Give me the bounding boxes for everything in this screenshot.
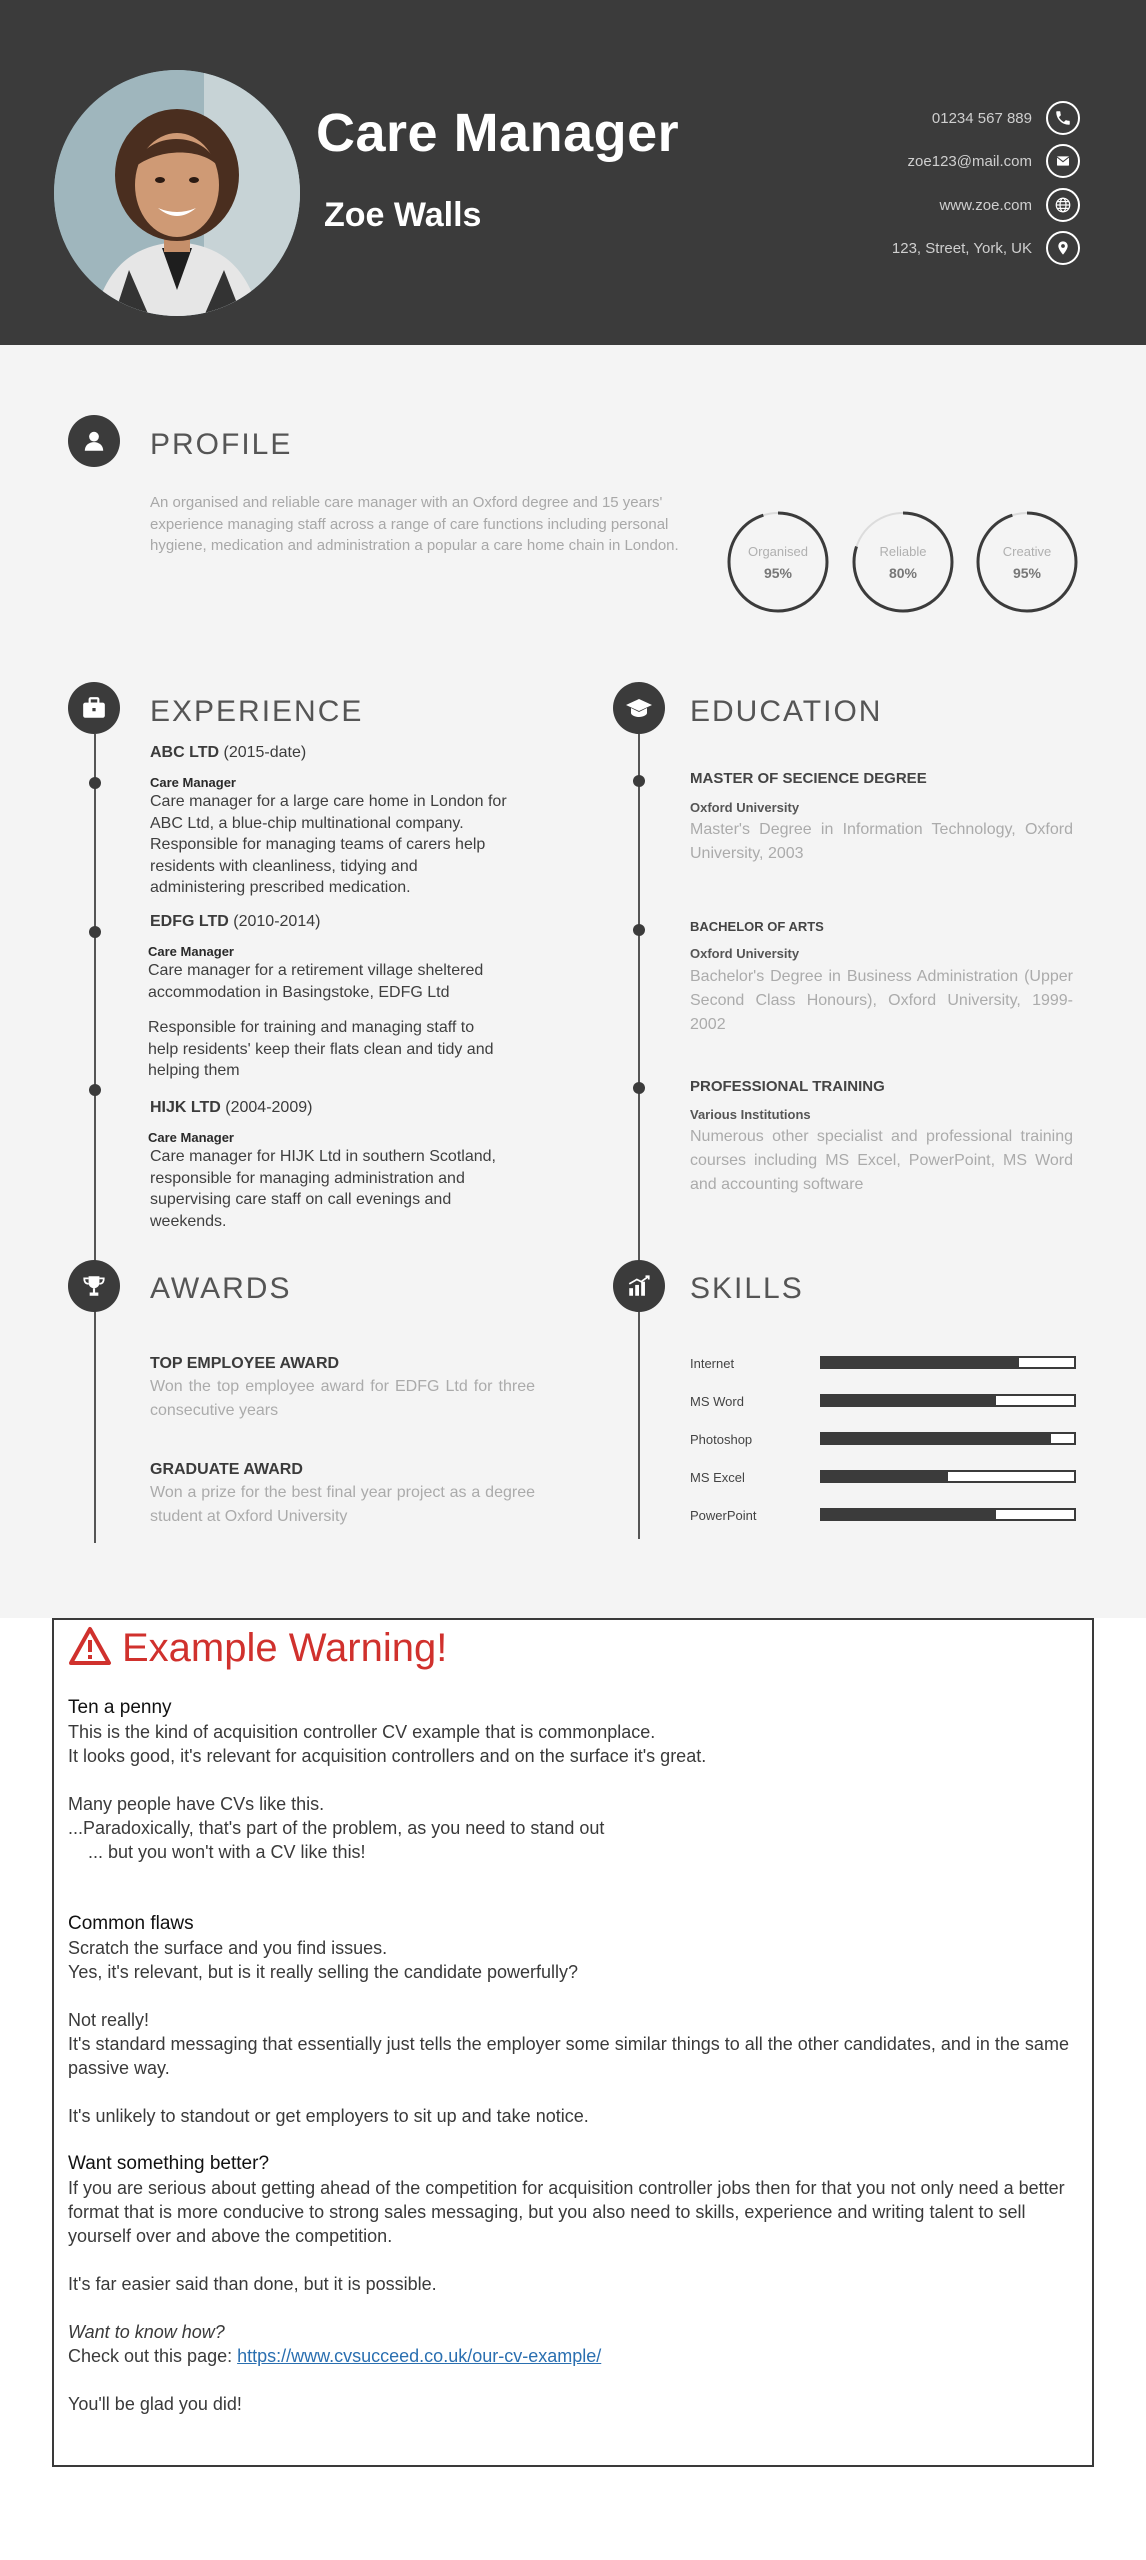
warning-triangle-icon <box>68 1626 112 1671</box>
warning-text: Check out this page: <box>68 2346 238 2366</box>
education-timeline <box>638 734 640 1539</box>
warning-text: Yes, it's relevant, but is it really selling the candidate powerfully? <box>68 1962 579 1982</box>
trait-value: 95% <box>763 565 793 581</box>
education-heading: EDUCATION <box>690 695 883 728</box>
skill-bar-photoshop <box>820 1432 1076 1445</box>
skill-bar-internet <box>820 1356 1076 1369</box>
profile-summary: An organised and reliable care manager with an Oxford degree and 15 years' experience managing staff across a range of care functions including personal hygiene, medication and administration a popular a care home chain in London. <box>150 494 679 554</box>
education-org: Oxford University <box>690 946 800 961</box>
candidate-name: Zoe Walls <box>324 196 482 234</box>
trait-ring-organised <box>726 510 830 614</box>
skill-fill <box>822 1358 1019 1367</box>
job-role: Care Manager <box>148 944 234 959</box>
warning-text: This is the kind of acquisition controller CV example that is commonplace. <box>68 1722 656 1742</box>
warning-text: Many people have CVs like this. <box>68 1794 325 1814</box>
contact-phone <box>932 101 1080 135</box>
website-text: www.zoe.com <box>939 196 1032 214</box>
education-org: Oxford University <box>690 800 800 815</box>
graduation-cap-icon <box>613 682 665 734</box>
education-org: Various Institutions <box>690 1107 811 1122</box>
job-role: Care Manager <box>148 1130 234 1145</box>
warning-text: It's unlikely to standout or get employers to sit up and take notice. <box>68 2106 589 2126</box>
warning-text <box>68 2320 225 2344</box>
location-pin-icon <box>1046 231 1080 265</box>
job-line: help residents' keep their flats clean and tidy and <box>148 1040 494 1058</box>
warning-heading: Common flaws <box>68 1913 194 1934</box>
mail-icon <box>1046 144 1080 178</box>
award-title: GRADUATE AWARD <box>150 1461 303 1478</box>
skill-label: Photoshop <box>690 1432 753 1447</box>
skill-fill <box>822 1396 996 1405</box>
timeline-dot <box>89 1084 101 1096</box>
timeline-dot <box>633 1082 645 1094</box>
timeline-dot <box>89 926 101 938</box>
job-dates: (2015-date) <box>223 744 307 761</box>
warning-heading: Want something better? <box>68 2153 270 2174</box>
skill-bar-powerpoint <box>820 1508 1076 1521</box>
skill-fill <box>822 1434 1051 1443</box>
job-line: responsible for managing administration and <box>150 1169 465 1187</box>
job-line: Responsible for managing teams of carers help <box>150 836 486 853</box>
award-title: TOP EMPLOYEE AWARD <box>150 1355 340 1372</box>
job-heading <box>150 1099 312 1117</box>
job-line: supervising care staff on call evenings and <box>150 1191 452 1208</box>
education-description: Bachelor's Degree in Business Administration (Upper Second Class Honours), Oxford University, 1999-2002 <box>690 968 1073 1033</box>
timeline-dot <box>633 924 645 936</box>
profile-heading: PROFILE <box>150 428 293 461</box>
briefcase-icon <box>68 682 120 734</box>
job-role: Care Manager <box>150 775 236 790</box>
job-line: helping them <box>148 1062 240 1079</box>
award-description: Won a prize for the best final year project as a degree student at Oxford University <box>150 1484 535 1525</box>
education-degree: BACHELOR OF ARTS <box>690 919 824 934</box>
job-line: Care manager for HIJK Ltd in southern Scotland, <box>150 1148 496 1165</box>
skill-label: MS Excel <box>690 1470 745 1485</box>
job-company: EDFG LTD <box>150 913 229 930</box>
warning-text: It looks good, it's relevant for acquisition controllers and on the surface it's great. <box>68 1746 707 1766</box>
skill-bar-ms-excel <box>820 1470 1076 1483</box>
warning-heading: Ten a penny <box>68 1697 172 1718</box>
award-description: Won the top employee award for EDFG Ltd for three consecutive years <box>150 1378 535 1419</box>
job-company: HIJK LTD <box>150 1099 221 1116</box>
warning-text: Scratch the surface and you find issues. <box>68 1938 388 1958</box>
skill-label: PowerPoint <box>690 1508 757 1523</box>
profile-photo <box>54 70 300 316</box>
job-dates: (2004-2009) <box>225 1099 313 1116</box>
job-description <box>148 960 548 1003</box>
education-degree: MASTER OF SECIENCE DEGREE <box>690 770 927 787</box>
phone-icon <box>1046 101 1080 135</box>
user-icon <box>68 415 120 467</box>
education-degree: PROFESSIONAL TRAINING <box>690 1078 885 1095</box>
job-heading <box>150 913 320 931</box>
contact-website <box>939 188 1080 222</box>
address-text: 123, Street, York, UK <box>891 239 1032 257</box>
trait-ring-arc <box>729 513 827 611</box>
warning-text: It's far easier said than done, but it is possible. <box>68 2274 437 2294</box>
trait-ring-arc <box>978 513 1076 611</box>
job-dates: (2010-2014) <box>233 913 321 930</box>
trait-value: 95% <box>1012 565 1042 581</box>
education-description: Master's Degree in Information Technology, Oxford University, 2003 <box>690 821 1073 862</box>
skill-label: Internet <box>690 1356 735 1371</box>
job-title: Care Manager <box>316 103 680 163</box>
skill-fill <box>822 1472 948 1481</box>
timeline-dot <box>633 775 645 787</box>
timeline-dot <box>89 777 101 789</box>
job-company: ABC LTD <box>150 744 220 761</box>
warning-text: It's standard messaging that essentially just tells the employer some similar things to all the other candidates, and in the same passive way. <box>68 2034 1069 2078</box>
job-description <box>150 791 550 899</box>
trophy-icon <box>68 1260 120 1312</box>
job-line: Care manager for a large care home in London for <box>150 793 507 810</box>
contact-email <box>908 144 1080 178</box>
trait-value: 80% <box>888 565 918 581</box>
job-line: ABC Ltd, a blue-chip multinational company. <box>150 814 464 832</box>
trait-ring-creative <box>975 510 1079 614</box>
job-line: administering prescribed medication. <box>150 879 411 896</box>
phone-text: 01234 567 889 <box>931 109 1032 127</box>
education-description: Numerous other specialist and professional training courses including MS Excel, PowerPoint, MS Word and accounting software <box>690 1128 1073 1193</box>
job-line: Responsible for training and managing staff to <box>148 1019 475 1036</box>
job-line: residents with cleanliness, tidying and <box>150 857 418 875</box>
skill-bar-ms-word <box>820 1394 1076 1407</box>
job-line: accommodation in Basingstoke, EDFG Ltd <box>148 983 450 1001</box>
warning-title: Example Warning! <box>122 1626 448 1670</box>
cv-example-link[interactable]: https://www.cvsucceed.co.uk/our-cv-example/ <box>237 2346 602 2366</box>
skill-label: MS Word <box>690 1394 744 1409</box>
job-description-continued <box>148 1017 548 1082</box>
skills-heading: SKILLS <box>690 1272 804 1305</box>
trait-label: Organised <box>748 544 808 559</box>
warning-header <box>68 1626 447 1671</box>
job-heading <box>150 744 306 762</box>
warning-link-line <box>68 2344 601 2368</box>
email-text: zoe123@mail.com <box>907 152 1032 170</box>
bar-chart-icon <box>613 1260 665 1312</box>
warning-text: Not really! <box>68 2010 150 2030</box>
warning-text: ... but you won't with a CV like this! <box>68 1842 366 1862</box>
skill-fill <box>822 1510 996 1519</box>
globe-icon <box>1046 188 1080 222</box>
awards-heading: AWARDS <box>150 1272 292 1305</box>
warning-text: If you are serious about getting ahead of the competition for acquisition controller jobs then for that you not only need a better format that is more conducive to strong sales messaging, but you also need to skills, experience and writing talent to sell yourself over and above the competition. <box>68 2178 1065 2246</box>
cv-header <box>0 0 1146 345</box>
warning-italic-text: Want to know how? <box>68 2322 225 2342</box>
contact-address <box>892 231 1080 265</box>
trait-label: Reliable <box>879 544 927 559</box>
job-line: weekends. <box>150 1212 227 1230</box>
experience-timeline <box>94 734 96 1543</box>
trait-ring-reliable <box>851 510 955 614</box>
example-warning-box <box>52 1618 1094 2467</box>
trait-label: Creative <box>1002 544 1052 559</box>
experience-heading: EXPERIENCE <box>150 695 364 728</box>
warning-text: ...Paradoxically, that's part of the problem, as you need to stand out <box>68 1818 605 1838</box>
job-description <box>150 1146 550 1232</box>
warning-text: You'll be glad you did! <box>68 2394 242 2414</box>
job-line: Care manager for a retirement village sheltered <box>148 962 484 979</box>
cv-body <box>0 345 1146 1618</box>
